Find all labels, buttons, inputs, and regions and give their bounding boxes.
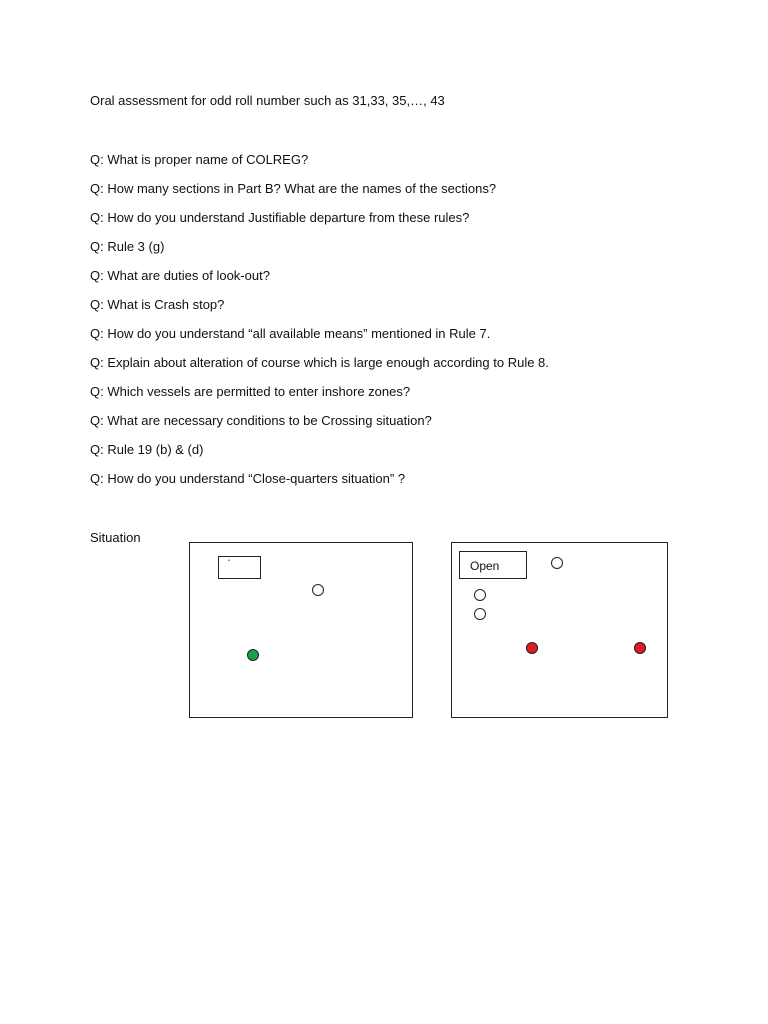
diagram-2-textbox-open: Open — [459, 551, 527, 579]
question-item: Q: How do you understand Justifiable departure from these rules? — [90, 210, 470, 225]
question-item: Q: What is Crash stop? — [90, 297, 225, 312]
diagram-1-textbox: “ — [218, 556, 261, 579]
white-vessel-marker — [474, 608, 486, 620]
white-vessel-marker — [551, 557, 563, 569]
question-list — [90, 151, 549, 499]
question-item: Q: How do you understand “all available means” mentioned in Rule 7. — [90, 326, 491, 341]
situation-diagram-1 — [189, 542, 413, 718]
page-heading: Oral assessment for odd roll number such as 31,33, 35,…, 43 — [90, 93, 445, 108]
situation-label: Situation — [90, 530, 141, 545]
question-item: Q: Rule 19 (b) & (d) — [90, 442, 204, 457]
question-item: Q: Rule 3 (g) — [90, 239, 165, 254]
white-vessel-marker — [474, 589, 486, 601]
question-item: Q: How many sections in Part B? What are the names of the sections? — [90, 181, 497, 196]
question-item: Q: What are necessary conditions to be Crossing situation? — [90, 413, 432, 428]
red-vessel-marker — [526, 642, 538, 654]
question-item: Q: What are duties of look-out? — [90, 268, 270, 283]
white-vessel-marker — [312, 584, 324, 596]
question-item: Q: Explain about alteration of course which is large enough according to Rule 8. — [90, 355, 549, 370]
red-vessel-marker — [634, 642, 646, 654]
question-item: Q: How do you understand “Close-quarters situation” ? — [90, 471, 406, 486]
situation-diagram-2 — [451, 542, 668, 718]
question-item: Q: What is proper name of COLREG? — [90, 152, 309, 167]
question-item: Q: Which vessels are permitted to enter inshore zones? — [90, 384, 411, 399]
green-vessel-marker — [247, 649, 259, 661]
